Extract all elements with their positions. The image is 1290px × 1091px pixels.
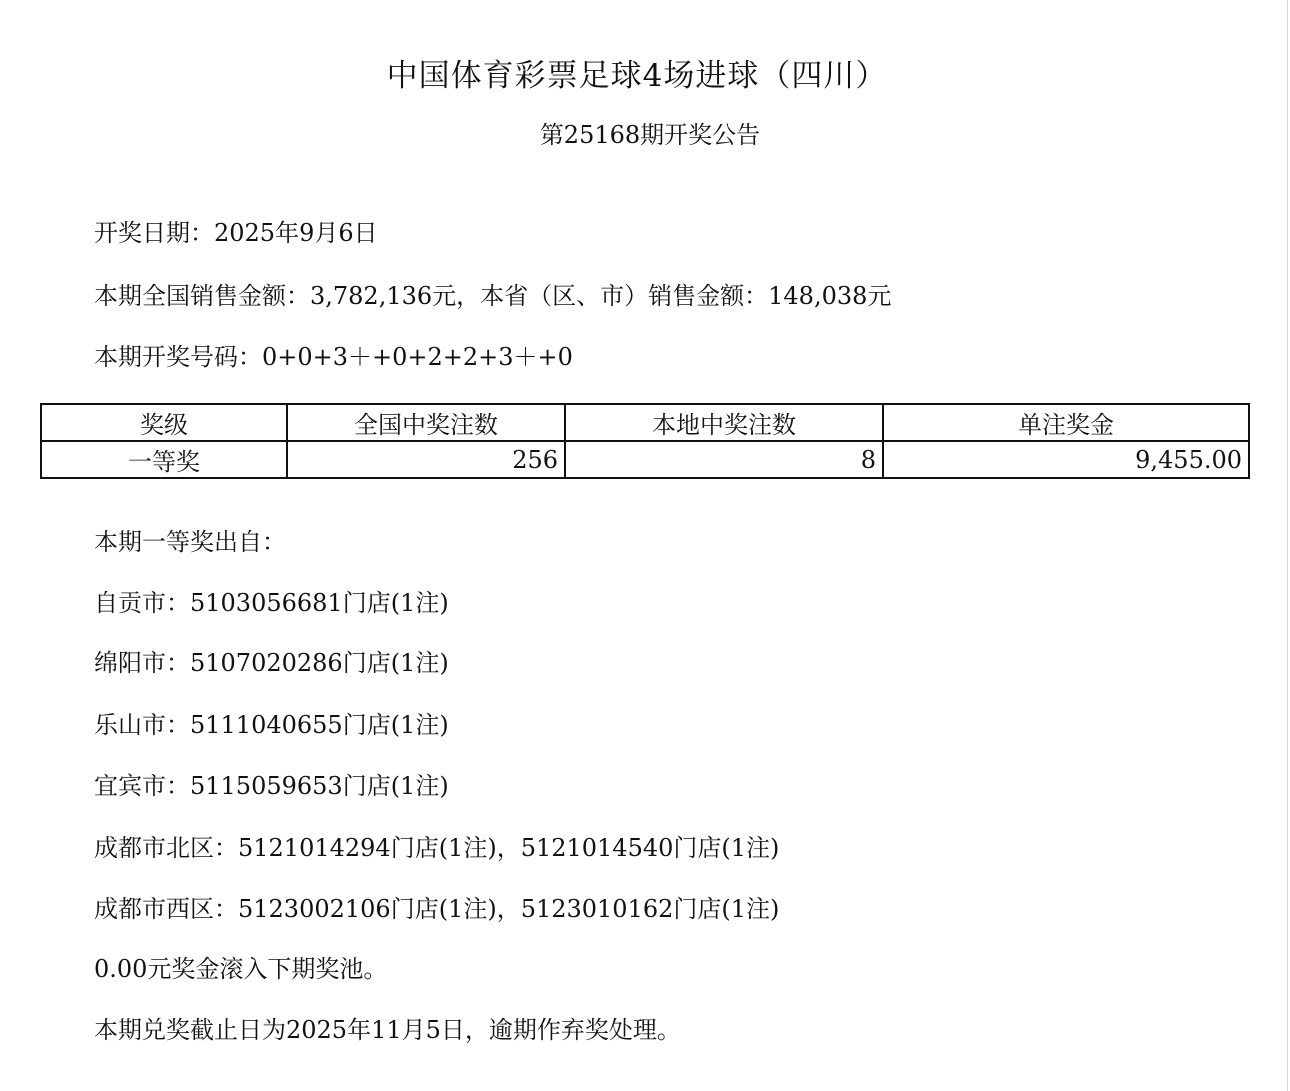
prize-table: [40, 403, 1250, 479]
cell-prize-amount: 9,455.00: [883, 441, 1249, 478]
page-title: 中国体育彩票足球4场进球（四川）: [386, 58, 888, 94]
table-row: [41, 441, 1249, 478]
header-national-winners: 全国中奖注数: [287, 404, 565, 441]
cell-prize-level: 一等奖: [41, 441, 287, 478]
list-item: 自贡市：5103056681门店(1注): [94, 589, 449, 617]
winners-heading: 本期一等奖出自：: [94, 528, 286, 556]
table-header-row: [41, 404, 1249, 441]
cell-local-winners: 8: [565, 441, 883, 478]
list-item: 绵阳市：5107020286门店(1注): [94, 649, 449, 677]
pool-rollover: 0.00元奖金滚入下期奖池。: [94, 955, 388, 983]
claim-deadline: 本期兑奖截止日为2025年11月5日，逾期作弃奖处理。: [94, 1016, 681, 1044]
page-subtitle: 第25168期开奖公告: [539, 121, 761, 149]
list-item: 宜宾市：5115059653门店(1注): [94, 772, 449, 800]
list-item: 乐山市：5111040655门店(1注): [94, 711, 449, 739]
draw-date: 开奖日期：2025年9月6日: [94, 219, 378, 247]
list-item: 成都市西区：5123002106门店(1注)，5123010162门店(1注): [94, 895, 780, 923]
list-item: 成都市北区：5121014294门店(1注)，5121014540门店(1注): [94, 834, 780, 862]
header-prize-level: 奖级: [41, 404, 287, 441]
winning-numbers: 本期开奖号码：0+0+3＋+0+2+2+3＋+0: [94, 343, 573, 371]
header-local-winners: 本地中奖注数: [565, 404, 883, 441]
page-edge: [1287, 0, 1288, 1091]
header-prize-amount: 单注奖金: [883, 404, 1249, 441]
sales-amount: 本期全国销售金额：3,782,136元，本省（区、市）销售金额：148,038元: [94, 282, 892, 310]
cell-national-winners: 256: [287, 441, 565, 478]
